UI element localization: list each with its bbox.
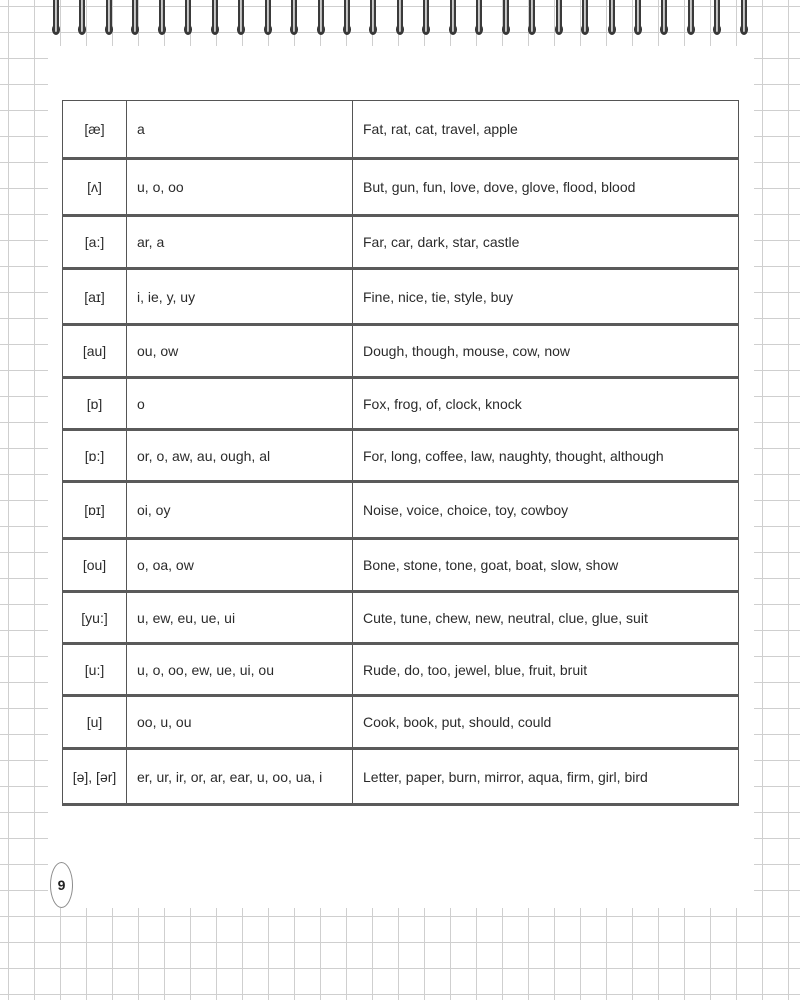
letter-spellings: oi, oy [127,482,353,539]
sound-symbol: [ɒ] [63,378,127,430]
spiral-coil [315,0,327,42]
spiral-coil [235,0,247,42]
spiral-coil [473,0,485,42]
spiral-coil [526,0,538,42]
phonics-table-body [63,101,739,805]
example-words: Noise, voice, choice, toy, cowboy [353,482,739,539]
spiral-coil [76,0,88,42]
example-words: Cook, book, put, should, could [353,696,739,749]
spiral-coil [156,0,168,42]
letter-spellings: or, o, aw, au, ough, al [127,430,353,482]
example-words: Dough, though, mouse, cow, now [353,325,739,378]
spiral-coil [658,0,670,42]
table-row [63,378,739,430]
spiral-coil [209,0,221,42]
table-row [63,749,739,805]
spiral-coil [182,0,194,42]
spiral-coil [579,0,591,42]
spiral-binding [50,0,750,42]
letter-spellings: u, ew, eu, ue, ui [127,592,353,644]
letter-spellings: er, ur, ir, or, ar, ear, u, oo, ua, i [127,749,353,805]
sound-symbol: [ə], [ər] [63,749,127,805]
letter-spellings: oo, u, ou [127,696,353,749]
spiral-coil [738,0,750,42]
table-row [63,482,739,539]
spiral-coil [367,0,379,42]
page-number: 9 [50,862,73,908]
sound-symbol: [u] [63,696,127,749]
spiral-coil [129,0,141,42]
table-row [63,539,739,592]
example-words: But, gun, fun, love, dove, glove, flood, blood [353,159,739,216]
sound-symbol: [a:] [63,216,127,269]
table-row [63,430,739,482]
sound-symbol: [ou] [63,539,127,592]
example-words: Bone, stone, tone, goat, boat, slow, show [353,539,739,592]
letter-spellings: o, oa, ow [127,539,353,592]
table-row [63,325,739,378]
spiral-coil [103,0,115,42]
example-words: Letter, paper, burn, mirror, aqua, firm, girl, bird [353,749,739,805]
sound-symbol: [yu:] [63,592,127,644]
spiral-coil [447,0,459,42]
table-row [63,592,739,644]
table-row [63,159,739,216]
table-row [63,644,739,696]
table-row [63,216,739,269]
example-words: Fat, rat, cat, travel, apple [353,101,739,159]
example-words: Far, car, dark, star, castle [353,216,739,269]
spiral-coil [632,0,644,42]
example-words: Fine, nice, tie, style, buy [353,269,739,325]
spiral-coil [420,0,432,42]
spiral-coil [500,0,512,42]
letter-spellings: a [127,101,353,159]
spiral-coil [262,0,274,42]
letter-spellings: u, o, oo [127,159,353,216]
spiral-coil [606,0,618,42]
sound-symbol: [aɪ] [63,269,127,325]
example-words: Rude, do, too, jewel, blue, fruit, bruit [353,644,739,696]
spiral-coil [288,0,300,42]
phonics-table [62,100,739,806]
spiral-coil [553,0,565,42]
sound-symbol: [au] [63,325,127,378]
spiral-coil [50,0,62,42]
sound-symbol: [ʌ] [63,159,127,216]
sound-symbol: [ɒ:] [63,430,127,482]
table-row [63,696,739,749]
letter-spellings: ou, ow [127,325,353,378]
example-words: Cute, tune, chew, new, neutral, clue, glue, suit [353,592,739,644]
sound-symbol: [æ] [63,101,127,159]
example-words: For, long, coffee, law, naughty, thought, although [353,430,739,482]
letter-spellings: u, o, oo, ew, ue, ui, ou [127,644,353,696]
letter-spellings: o [127,378,353,430]
table-row [63,269,739,325]
sound-symbol: [ɒɪ] [63,482,127,539]
sound-symbol: [u:] [63,644,127,696]
letter-spellings: ar, a [127,216,353,269]
letter-spellings: i, ie, y, uy [127,269,353,325]
spiral-coil [685,0,697,42]
example-words: Fox, frog, of, clock, knock [353,378,739,430]
spiral-coil [341,0,353,42]
table-row [63,101,739,159]
spiral-coil [394,0,406,42]
spiral-coil [711,0,723,42]
